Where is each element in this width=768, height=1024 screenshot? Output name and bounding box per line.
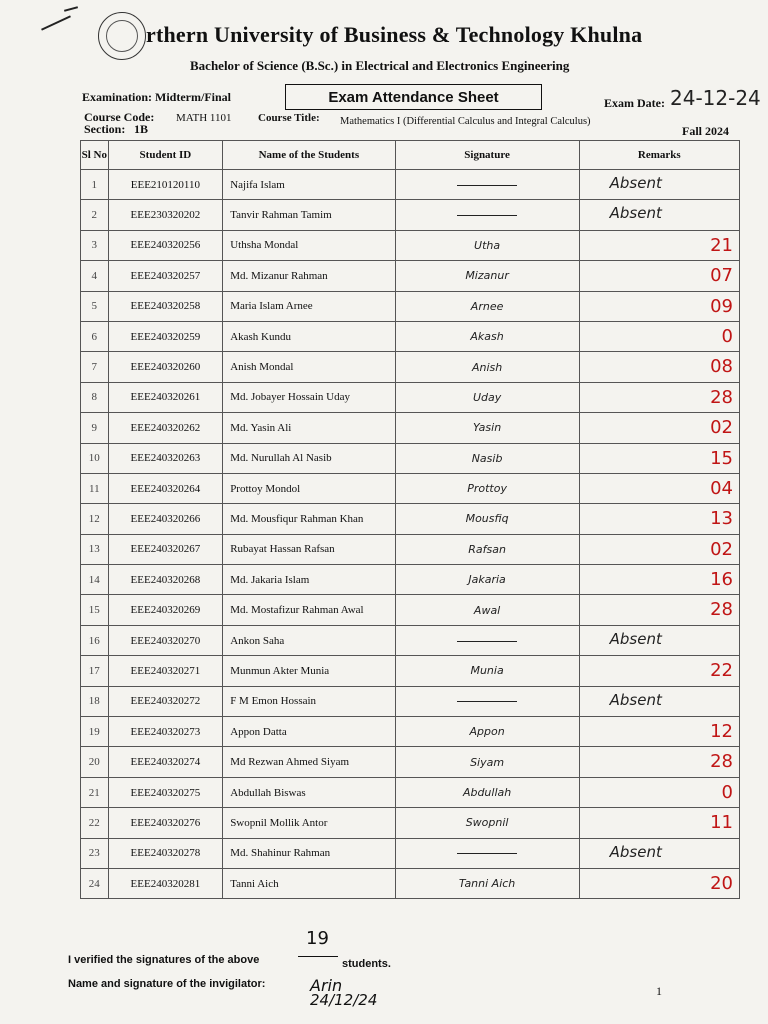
row-sl: 19 xyxy=(81,717,109,747)
row-sl: 22 xyxy=(81,808,109,838)
row-remarks xyxy=(579,717,739,747)
course-title: Mathematics I (Differential Calculus and Integral Calculus) xyxy=(340,116,591,127)
row-student-name: Md. Shahinur Rahman xyxy=(223,838,395,868)
score-mark: 08 xyxy=(710,356,733,378)
row-student-id: EEE240320271 xyxy=(108,656,223,686)
row-student-name: Md Rezwan Ahmed Siyam xyxy=(223,747,395,777)
row-student-name: Ankon Saha xyxy=(223,625,395,655)
row-signature xyxy=(395,291,579,321)
row-student-name: Md. Mostafizur Rahman Awal xyxy=(223,595,395,625)
row-signature xyxy=(395,595,579,625)
exam-type: Examination: Midterm/Final xyxy=(82,90,231,104)
row-sl: 23 xyxy=(81,838,109,868)
score-mark: 21 xyxy=(710,234,733,256)
row-signature xyxy=(395,413,579,443)
row-signature xyxy=(395,352,579,382)
signature-text: Mousfiq xyxy=(465,512,509,526)
row-student-id: EEE240320272 xyxy=(108,686,223,716)
row-remarks xyxy=(579,868,739,898)
row-student-name: Uthsha Mondal xyxy=(223,230,395,260)
signature-text: Tanni Aich xyxy=(458,877,516,891)
table-row xyxy=(81,261,740,291)
row-remarks xyxy=(579,261,739,291)
table-row xyxy=(81,838,740,868)
row-student-id: EEE240320270 xyxy=(108,625,223,655)
remark-text: Absent xyxy=(609,204,662,223)
row-student-name: Md. Mizanur Rahman xyxy=(223,261,395,291)
row-sl: 12 xyxy=(81,504,109,534)
table-row xyxy=(81,321,740,351)
signature-text: Appon xyxy=(469,725,505,739)
signature-text: Awal xyxy=(473,603,501,617)
remark-text: Absent xyxy=(609,690,662,709)
semester: Fall 2024 xyxy=(682,124,729,138)
table-row xyxy=(81,717,740,747)
row-sl: 24 xyxy=(81,868,109,898)
row-remarks xyxy=(579,443,739,473)
row-student-id: EEE240320260 xyxy=(108,352,223,382)
row-sl: 15 xyxy=(81,595,109,625)
table-row xyxy=(81,777,740,807)
row-student-id: EEE230320202 xyxy=(108,200,223,230)
row-remarks xyxy=(579,625,739,655)
row-remarks xyxy=(579,504,739,534)
score-mark: 20 xyxy=(710,872,733,894)
row-student-id: EEE240320266 xyxy=(108,504,223,534)
row-student-name: Swopnil Mollik Antor xyxy=(223,808,395,838)
row-signature xyxy=(395,838,579,868)
table-row xyxy=(81,504,740,534)
row-remarks xyxy=(579,321,739,351)
row-sl: 21 xyxy=(81,777,109,807)
row-signature xyxy=(395,656,579,686)
row-sl: 14 xyxy=(81,565,109,595)
row-signature xyxy=(395,565,579,595)
row-signature xyxy=(395,230,579,260)
row-student-name: Md. Nurullah Al Nasib xyxy=(223,443,395,473)
row-student-id: EEE240320262 xyxy=(108,413,223,443)
row-remarks xyxy=(579,838,739,868)
col-remarks: Remarks xyxy=(579,141,739,170)
row-student-name: Md. Yasin Ali xyxy=(223,413,395,443)
table-row xyxy=(81,443,740,473)
row-remarks xyxy=(579,413,739,443)
absent-dash xyxy=(457,215,517,216)
row-student-name: Md. Jakaria Islam xyxy=(223,565,395,595)
row-student-name: Prottoy Mondol xyxy=(223,473,395,503)
score-mark: 28 xyxy=(710,386,733,408)
row-signature xyxy=(395,747,579,777)
row-remarks xyxy=(579,808,739,838)
row-signature xyxy=(395,443,579,473)
program-name: Bachelor of Science (B.Sc.) in Electrical and Electronics Engineering xyxy=(190,58,570,73)
table-row xyxy=(81,230,740,260)
score-mark: 11 xyxy=(710,812,733,834)
col-student-id: Student ID xyxy=(108,141,223,170)
row-student-id: EEE240320269 xyxy=(108,595,223,625)
score-mark: 12 xyxy=(710,721,733,743)
row-student-name: Najifa Islam xyxy=(223,170,395,200)
remark-text: Absent xyxy=(609,842,662,861)
row-student-id: EEE240320264 xyxy=(108,473,223,503)
signature-text: Arnee xyxy=(470,299,504,313)
table-row xyxy=(81,170,740,200)
row-sl: 11 xyxy=(81,473,109,503)
score-mark: 07 xyxy=(710,265,733,287)
row-student-id: EEE240320257 xyxy=(108,261,223,291)
row-sl: 7 xyxy=(81,352,109,382)
row-remarks xyxy=(579,291,739,321)
score-mark: 28 xyxy=(710,599,733,621)
invigilator-signature xyxy=(310,976,377,1009)
row-student-id: EEE240320281 xyxy=(108,868,223,898)
row-sl: 8 xyxy=(81,382,109,412)
score-mark: 15 xyxy=(710,447,733,469)
row-remarks xyxy=(579,686,739,716)
score-mark: 02 xyxy=(710,417,733,439)
absent-dash xyxy=(457,641,517,642)
exam-date-value: 24-12-24 xyxy=(670,86,761,110)
col-sl: Sl No xyxy=(81,141,109,170)
row-sl: 5 xyxy=(81,291,109,321)
row-remarks xyxy=(579,382,739,412)
row-student-name: Md. Mousfiqur Rahman Khan xyxy=(223,504,395,534)
row-remarks xyxy=(579,170,739,200)
verify-text: I verified the signatures of the above xyxy=(68,954,260,966)
row-student-id: EEE240320278 xyxy=(108,838,223,868)
row-sl: 17 xyxy=(81,656,109,686)
row-student-id: EEE240320275 xyxy=(108,777,223,807)
remark-text: Absent xyxy=(609,174,662,192)
row-signature xyxy=(395,382,579,412)
section: 1B xyxy=(134,122,149,136)
table-row xyxy=(81,534,740,564)
score-mark: 02 xyxy=(710,538,733,560)
signature-text: Yasin xyxy=(472,421,502,435)
row-signature xyxy=(395,534,579,564)
row-signature xyxy=(395,717,579,747)
row-student-name: Anish Mondal xyxy=(223,352,395,382)
row-remarks xyxy=(579,534,739,564)
row-student-id: EEE240320256 xyxy=(108,230,223,260)
row-signature xyxy=(395,321,579,351)
table-row xyxy=(81,200,740,230)
row-student-name: Rubayat Hassan Rafsan xyxy=(223,534,395,564)
invigilator-signature-date: 24/12/24 xyxy=(310,991,378,1009)
row-student-id: EEE240320273 xyxy=(108,717,223,747)
score-mark: 09 xyxy=(710,295,733,317)
row-sl: 18 xyxy=(81,686,109,716)
table-row xyxy=(81,382,740,412)
page-number: 1 xyxy=(656,984,662,998)
verify-blank-line xyxy=(298,956,338,957)
table-row xyxy=(81,747,740,777)
course-title-label: Course Title: xyxy=(258,112,320,124)
row-student-name: Maria Islam Arnee xyxy=(223,291,395,321)
col-signature: Signature xyxy=(395,141,579,170)
row-student-name: Abdullah Biswas xyxy=(223,777,395,807)
row-student-id: EEE240320268 xyxy=(108,565,223,595)
row-student-id: EEE240320258 xyxy=(108,291,223,321)
table-row xyxy=(81,686,740,716)
row-student-name: Md. Jobayer Hossain Uday xyxy=(223,382,395,412)
signature-text: Anish xyxy=(471,360,503,374)
course-code: MATH 1101 xyxy=(176,112,232,124)
signature-text: Jakaria xyxy=(468,573,506,587)
row-remarks xyxy=(579,200,739,230)
row-remarks xyxy=(579,230,739,260)
row-sl: 2 xyxy=(81,200,109,230)
row-signature xyxy=(395,686,579,716)
row-signature xyxy=(395,200,579,230)
signature-text: Abdullah xyxy=(462,786,512,799)
row-sl: 1 xyxy=(81,170,109,200)
row-student-id: EEE240320263 xyxy=(108,443,223,473)
absent-dash xyxy=(457,853,517,854)
table-row xyxy=(81,656,740,686)
score-mark: 0 xyxy=(721,781,733,803)
table-row xyxy=(81,291,740,321)
table-row xyxy=(81,595,740,625)
row-remarks xyxy=(579,747,739,777)
signature-text: Nasib xyxy=(471,451,503,465)
row-student-name: Munmun Akter Munia xyxy=(223,656,395,686)
row-student-name: Tanvir Rahman Tamim xyxy=(223,200,395,230)
row-sl: 4 xyxy=(81,261,109,291)
row-student-id: EEE210120110 xyxy=(108,170,223,200)
row-sl: 20 xyxy=(81,747,109,777)
row-signature xyxy=(395,777,579,807)
section-label: Section: xyxy=(84,122,126,136)
row-student-id: EEE240320267 xyxy=(108,534,223,564)
row-signature xyxy=(395,261,579,291)
absent-dash xyxy=(457,185,517,186)
signature-text: Swopnil xyxy=(465,816,509,830)
signature-text: Rafsan xyxy=(468,542,506,556)
row-student-name: Appon Datta xyxy=(223,717,395,747)
row-student-id: EEE240320274 xyxy=(108,747,223,777)
row-sl: 6 xyxy=(81,321,109,351)
table-row xyxy=(81,565,740,595)
table-row xyxy=(81,625,740,655)
university-seal-icon xyxy=(98,12,146,60)
margin-mark xyxy=(64,6,78,12)
sheet-title: Exam Attendance Sheet xyxy=(285,84,542,110)
signature-text: Utha xyxy=(474,238,501,252)
row-student-name: F M Emon Hossain xyxy=(223,686,395,716)
university-name: rthern University of Business & Technology Khulna xyxy=(146,22,643,47)
row-student-id: EEE240320276 xyxy=(108,808,223,838)
verify-count: 19 xyxy=(306,928,329,949)
row-remarks xyxy=(579,352,739,382)
margin-mark xyxy=(41,15,71,30)
row-remarks xyxy=(579,473,739,503)
course-code-label: Course Code: xyxy=(84,110,155,124)
table-row xyxy=(81,352,740,382)
row-signature xyxy=(395,868,579,898)
table-row xyxy=(81,473,740,503)
score-mark: 0 xyxy=(721,325,733,347)
remark-text: Absent xyxy=(609,629,662,648)
row-student-id: EEE240320261 xyxy=(108,382,223,412)
score-mark: 13 xyxy=(710,508,733,530)
row-sl: 16 xyxy=(81,625,109,655)
row-remarks xyxy=(579,777,739,807)
score-mark: 28 xyxy=(710,751,733,773)
col-name: Name of the Students xyxy=(223,141,395,170)
absent-dash xyxy=(457,701,517,702)
row-remarks xyxy=(579,565,739,595)
signature-text: Siyam xyxy=(470,755,505,769)
row-student-id: EEE240320259 xyxy=(108,321,223,351)
row-student-name: Tanni Aich xyxy=(223,868,395,898)
attendance-table xyxy=(80,140,740,899)
signature-text: Mizanur xyxy=(465,269,509,283)
row-sl: 10 xyxy=(81,443,109,473)
row-signature xyxy=(395,473,579,503)
signature-text: Uday xyxy=(472,390,502,404)
signature-text: Prottoy xyxy=(467,482,507,496)
row-sl: 9 xyxy=(81,413,109,443)
row-sl: 13 xyxy=(81,534,109,564)
table-row xyxy=(81,808,740,838)
row-signature xyxy=(395,170,579,200)
row-signature xyxy=(395,625,579,655)
invigilator-signature-name: Arin xyxy=(310,976,343,995)
score-mark: 16 xyxy=(710,569,733,591)
row-signature xyxy=(395,504,579,534)
row-signature xyxy=(395,808,579,838)
signature-text: Akash xyxy=(470,330,504,344)
table-row xyxy=(81,868,740,898)
row-remarks xyxy=(579,595,739,625)
table-row xyxy=(81,413,740,443)
row-student-name: Akash Kundu xyxy=(223,321,395,351)
signature-text: Munia xyxy=(470,664,504,678)
score-mark: 04 xyxy=(710,477,733,499)
exam-date-label: Exam Date: xyxy=(604,96,665,110)
score-mark: 22 xyxy=(710,660,733,682)
table-header-row xyxy=(81,141,740,170)
verify-end: students. xyxy=(342,958,391,970)
row-remarks xyxy=(579,656,739,686)
row-sl: 3 xyxy=(81,230,109,260)
invigilator-label: Name and signature of the invigilator: xyxy=(68,978,266,990)
